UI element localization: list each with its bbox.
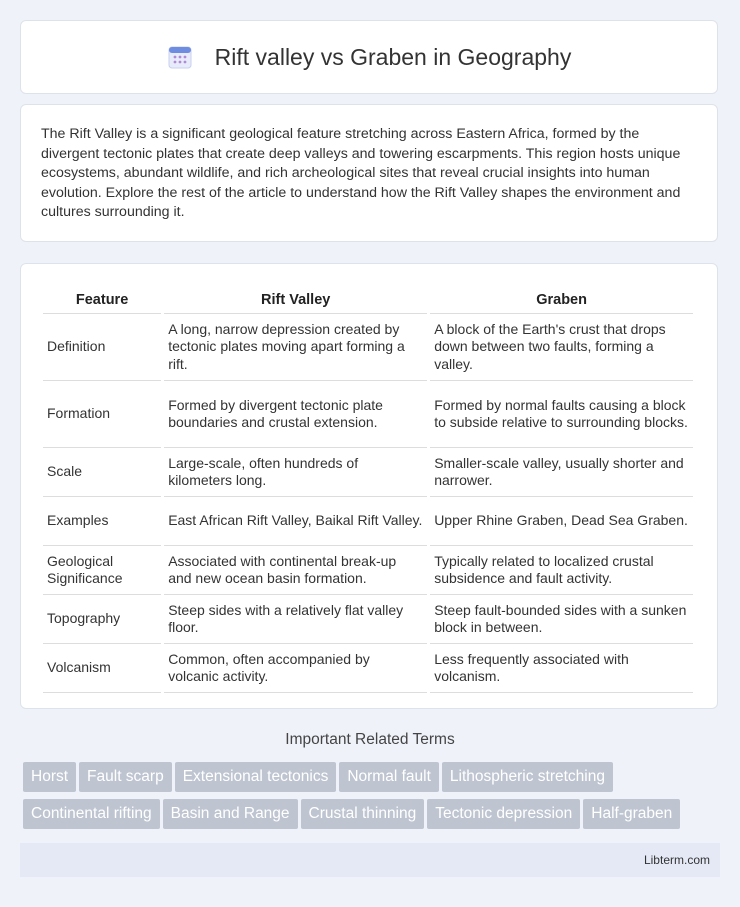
related-terms-list — [23, 762, 723, 836]
rift-valley-cell: Large-scale, often hundreds of kilometers long. — [164, 448, 427, 497]
term-tag[interactable]: Fault scarp — [79, 762, 172, 792]
graben-cell: Less frequently associated with volcanism. — [430, 644, 693, 693]
table-row — [43, 644, 693, 693]
page-title: Rift valley vs Graben in Geography — [214, 43, 572, 70]
rift-valley-cell: East African Rift Valley, Baikal Rift Valley. — [164, 497, 427, 546]
comparison-card — [20, 263, 718, 709]
feature-cell: Topography — [43, 595, 161, 644]
header-rift-valley: Rift Valley — [164, 284, 427, 314]
feature-cell: Geological Significance — [43, 546, 161, 595]
intro-card — [20, 104, 718, 242]
header-graben: Graben — [430, 284, 693, 314]
graben-cell: Smaller-scale valley, usually shorter and narrower. — [430, 448, 693, 497]
rift-valley-cell: Common, often accompanied by volcanic activity. — [164, 644, 427, 693]
graben-cell: A block of the Earth's crust that drops down between two faults, forming a valley. — [430, 314, 693, 381]
term-tag[interactable]: Horst — [23, 762, 76, 792]
table-row — [43, 595, 693, 644]
term-tag[interactable]: Tectonic depression — [427, 799, 580, 829]
rift-valley-cell: Formed by divergent tectonic plate boundaries and crustal extension. — [164, 381, 427, 448]
graben-cell: Formed by normal faults causing a block to subside relative to surrounding blocks. — [430, 381, 693, 448]
table-row — [43, 314, 693, 381]
feature-cell: Scale — [43, 448, 161, 497]
table-header-row — [43, 284, 693, 314]
header-feature: Feature — [43, 284, 161, 314]
feature-cell: Volcanism — [43, 644, 161, 693]
table-row — [43, 497, 693, 546]
rift-valley-cell: A long, narrow depression created by tectonic plates moving apart forming a rift. — [164, 314, 427, 381]
header-card — [20, 20, 718, 94]
term-tag[interactable]: Continental rifting — [23, 799, 160, 829]
rift-valley-cell: Associated with continental break-up and new ocean basin formation. — [164, 546, 427, 595]
intro-text: The Rift Valley is a significant geological feature stretching across Eastern Africa, formed by the divergent tectonic plates that create deep valleys and towering escarpments. This region hosts unique ecosystems, abundant wildlife, and rich archeological sites that reveal crucial insights into human evolution. Explore the rest of the article to understand how the Rift Valley shapes the environment and cultures surrounding it. — [41, 126, 681, 220]
term-tag[interactable]: Normal fault — [339, 762, 439, 792]
related-terms-title: Important Related Terms — [285, 731, 455, 748]
feature-cell: Definition — [43, 314, 161, 381]
footer — [20, 843, 720, 877]
term-tag[interactable]: Lithospheric stretching — [442, 762, 613, 792]
table-row — [43, 448, 693, 497]
footer-site-link[interactable]: Libterm.com — [643, 853, 710, 867]
feature-cell: Examples — [43, 497, 161, 546]
graben-cell: Upper Rhine Graben, Dead Sea Graben. — [430, 497, 693, 546]
feature-cell: Formation — [43, 381, 161, 448]
term-tag[interactable]: Extensional tectonics — [175, 762, 337, 792]
term-tag[interactable]: Crustal thinning — [301, 799, 425, 829]
comparison-table — [40, 284, 696, 693]
graben-cell: Typically related to localized crustal subsidence and fault activity. — [430, 546, 693, 595]
term-tag[interactable]: Basin and Range — [163, 799, 298, 829]
term-tag[interactable]: Half-graben — [583, 799, 680, 829]
table-row — [43, 381, 693, 448]
table-row — [43, 546, 693, 595]
rift-valley-cell: Steep sides with a relatively flat valley floor. — [164, 595, 427, 644]
calendar-icon — [167, 44, 193, 70]
graben-cell: Steep fault-bounded sides with a sunken block in between. — [430, 595, 693, 644]
